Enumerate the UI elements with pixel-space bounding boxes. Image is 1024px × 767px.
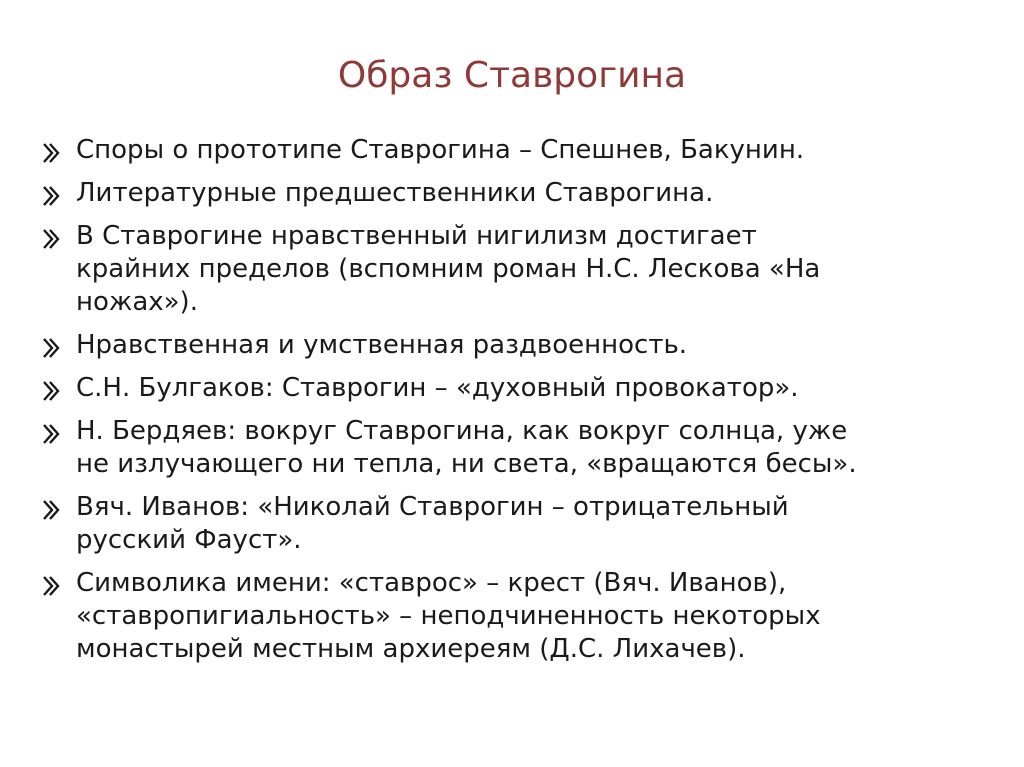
bullet-item [40, 415, 1000, 481]
bullet-item [40, 567, 1000, 666]
bullet-text: Н. Бердяев: вокруг Ставрогина, как вокруг солнца, уже не излучающего ни тепла, ни света, «вращаются бесы». [76, 416, 857, 479]
bullet-item [40, 177, 1000, 210]
bullet-item [40, 220, 1000, 319]
bullet-text: Символика имени: «ставрос» – крест (Вяч. Иванов), «ставропигиальность» – неподчиненность некоторых монастырей местным архиереям (Д.С. Лихачев). [76, 568, 821, 664]
arrow-bullet-icon [40, 575, 62, 597]
bullet-text: В Ставрогине нравственный нигилизм достигает крайних пределов (вспомним роман Н.С. Лескова «На ножах»). [76, 221, 821, 317]
arrow-bullet-icon [40, 228, 62, 250]
bullet-text: Вяч. Иванов: «Николай Ставрогин – отрицательный русский Фауст». [76, 492, 789, 555]
bullet-list [40, 134, 1000, 676]
bullet-text: Нравственная и умственная раздвоенность. [76, 330, 688, 360]
arrow-bullet-icon [40, 499, 62, 521]
bullet-item [40, 329, 1000, 362]
slide-title: Образ Ставрогина [337, 55, 687, 96]
bullet-text: С.Н. Булгаков: Ставрогин – «духовный провокатор». [76, 373, 799, 403]
arrow-bullet-icon [40, 423, 62, 445]
arrow-bullet-icon [40, 142, 62, 164]
bullet-text: Литературные предшественники Ставрогина. [76, 178, 714, 208]
arrow-bullet-icon [40, 185, 62, 207]
arrow-bullet-icon [40, 337, 62, 359]
bullet-text: Споры о прототипе Ставрогина – Спешнев, Бакунин. [76, 135, 805, 165]
bullet-item [40, 372, 1000, 405]
bullet-item [40, 134, 1000, 167]
bullet-item [40, 491, 1000, 557]
arrow-bullet-icon [40, 380, 62, 402]
